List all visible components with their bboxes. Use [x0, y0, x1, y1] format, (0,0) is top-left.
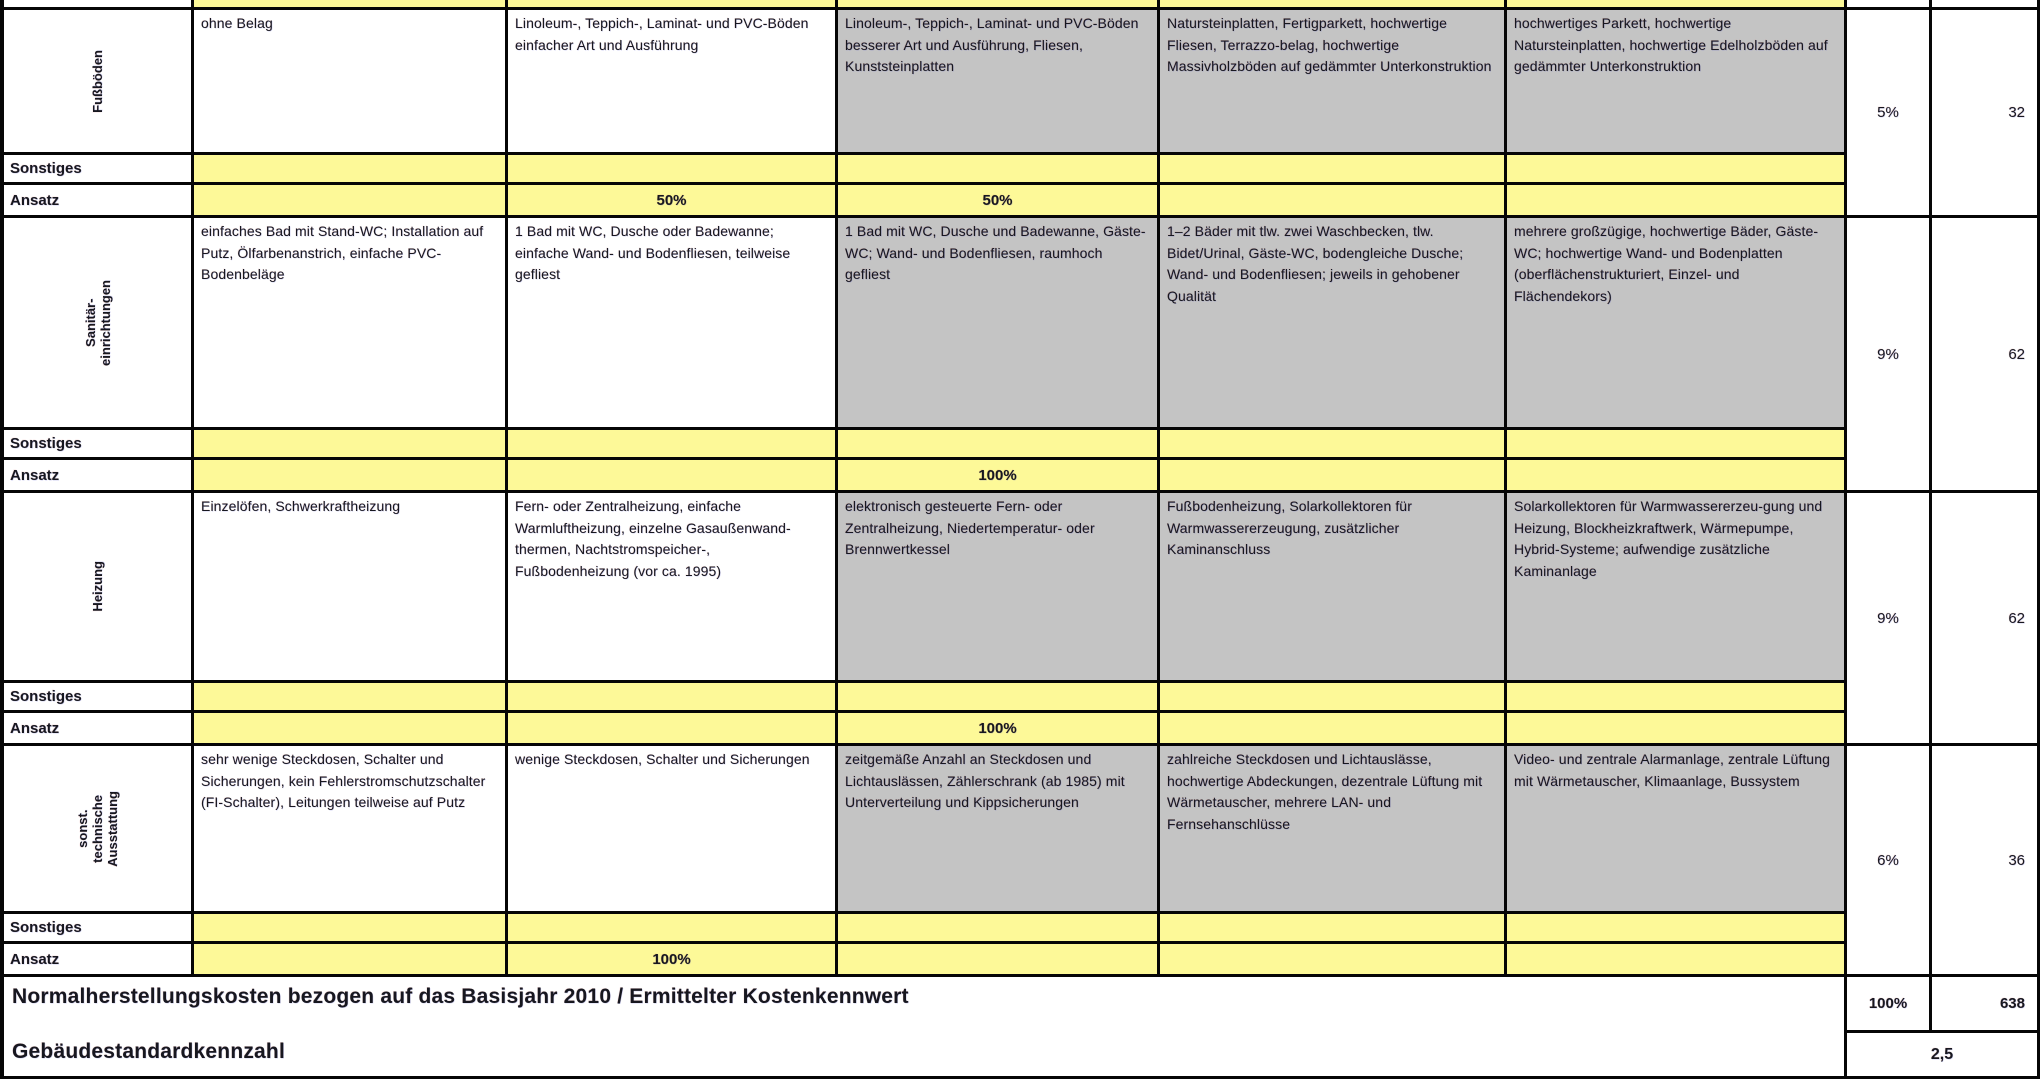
desc-standard2: Fern- oder Zentralheizung, einfache Warmluftheizung, einzelne Gasaußenwand-thermen, Nachtstromspeicher-, Fußbodenheizung (vor ca. 1995)	[508, 493, 838, 683]
sonstiges-cell	[194, 430, 508, 460]
desc-standard4: 1–2 Bäder mit tlw. zwei Waschbecken, tlw. Bidet/Urinal, Gäste-WC, bodengleiche Dusche; Wand- und Bodenfliesen; jeweils in gehobener Qualität	[1160, 218, 1507, 430]
sonstiges-cell	[1160, 683, 1507, 713]
sonstiges-cell	[1507, 430, 1847, 460]
desc-standard1: Einzelöfen, Schwerkraftheizung	[194, 493, 508, 683]
sonstiges-cell	[1507, 683, 1847, 713]
section-label-fussboeden	[4, 10, 194, 155]
desc-standard5: Solarkollektoren für Warmwassererzeu-gung und Heizung, Blockheizkraftwerk, Wärmepumpe, Hybrid-Systeme; aufwendige zusätzliche Kaminanlage	[1507, 493, 1847, 683]
desc-standard4: Fußbodenheizung, Solarkollektoren für Warmwassererzeugung, zusätzlicher Kaminanschluss	[1160, 493, 1507, 683]
label-line: Fußböden	[90, 49, 105, 113]
section-heizung	[4, 493, 2036, 746]
sonstiges-cell	[194, 683, 508, 713]
label-line: technische	[90, 794, 105, 863]
ansatz-cell	[194, 185, 508, 218]
partial-yellow-cell	[1507, 0, 1847, 10]
partial-label-cell	[4, 0, 194, 10]
standardkennzahl-value-cell: 2,5	[1847, 1033, 2040, 1079]
ansatz-cell	[508, 713, 838, 746]
ansatz-cell	[1507, 713, 1847, 746]
desc-standard1: einfaches Bad mit Stand-WC; Installation auf Putz, Ölfarbenanstrich, einfache PVC-Bodenbeläge	[194, 218, 508, 430]
ansatz-cell	[194, 460, 508, 493]
sonstiges-cell	[194, 155, 508, 185]
sonstiges-cell	[194, 914, 508, 944]
section-sanitaer	[4, 218, 2036, 493]
desc-standard3: zeitgemäße Anzahl an Steckdosen und Lichtauslässen, Zählerschrank (ab 1985) mit Unterverteilung und Kippsicherungen	[838, 746, 1160, 914]
section-label-sanitaer	[4, 218, 194, 430]
ansatz-cell: 50%	[508, 185, 838, 218]
ansatz-cell: 100%	[508, 944, 838, 977]
weight-cell: 9%	[1847, 218, 1932, 493]
value-cell: 36	[1932, 746, 2040, 977]
ansatz-row-label: Ansatz	[4, 713, 194, 746]
ansatz-cell	[508, 460, 838, 493]
sonstiges-cell	[508, 914, 838, 944]
desc-standard5: hochwertiges Parkett, hochwertige Natursteinplatten, hochwertige Edelholzböden auf gedämmter Unterkonstruktion	[1507, 10, 1847, 155]
desc-standard2: wenige Steckdosen, Schalter und Sicherungen	[508, 746, 838, 914]
ansatz-cell: 50%	[838, 185, 1160, 218]
weight-cell: 6%	[1847, 746, 1932, 977]
label-line: Sanitär-	[82, 298, 98, 347]
ansatz-cell	[838, 944, 1160, 977]
sonstiges-cell	[508, 155, 838, 185]
sonstiges-cell	[1507, 914, 1847, 944]
label-line: Ausstattung	[105, 790, 120, 867]
ansatz-cell	[1160, 185, 1507, 218]
summary-rows	[4, 977, 2036, 1079]
desc-standard2: Linoleum-, Teppich-, Laminat- und PVC-Böden einfacher Art und Ausführung	[508, 10, 838, 155]
summary-labels-cell	[4, 977, 1847, 1079]
desc-standard4: zahlreiche Steckdosen und Lichtauslässe, hochwertige Abdeckungen, dezentrale Lüftung mit Wärmetauscher, mehrere LAN- und Fernsehanschlüsse	[1160, 746, 1507, 914]
partial-yellow-cell	[838, 0, 1160, 10]
ansatz-cell	[1160, 460, 1507, 493]
desc-standard5: Video- und zentrale Alarmanlage, zentrale Lüftung mit Wärmetauscher, Klimaanlage, Bussystem	[1507, 746, 1847, 914]
section-sonst-technische-ausstattung	[4, 746, 2036, 977]
ansatz-cell	[1160, 944, 1507, 977]
weight-cell: 5%	[1847, 10, 1932, 218]
ansatz-row-label: Ansatz	[4, 460, 194, 493]
ansatz-cell: 100%	[838, 713, 1160, 746]
section-fussboeden	[4, 10, 2036, 218]
ansatz-cell	[194, 713, 508, 746]
sonstiges-cell	[838, 683, 1160, 713]
ansatz-cell: 100%	[838, 460, 1160, 493]
value-cell: 62	[1932, 493, 2040, 746]
sonstiges-row-label: Sonstiges	[4, 155, 194, 185]
sonstiges-cell	[838, 155, 1160, 185]
desc-standard3: 1 Bad mit WC, Dusche und Badewanne, Gäste-WC; Wand- und Bodenfliesen, raumhoch gefliest	[838, 218, 1160, 430]
sonstiges-cell	[838, 430, 1160, 460]
rotated-label	[83, 280, 113, 366]
sonstiges-row-label: Sonstiges	[4, 914, 194, 944]
ansatz-row-label: Ansatz	[4, 185, 194, 218]
section-label-heizung	[4, 493, 194, 683]
desc-standard3: elektronisch gesteuerte Fern- oder Zentralheizung, Niedertemperatur- oder Brennwertkessel	[838, 493, 1160, 683]
rotated-label	[90, 50, 105, 113]
sonstiges-cell	[1507, 155, 1847, 185]
ansatz-cell	[1507, 185, 1847, 218]
partial-value-cell	[1932, 0, 2040, 10]
value-cell: 62	[1932, 218, 2040, 493]
partial-percent-cell	[1847, 0, 1932, 10]
desc-standard5: mehrere großzügige, hochwertige Bäder, Gäste-WC; hochwertige Wand- und Bodenplatten (oberflächenstrukturiert, Einzel- und Flächendekors)	[1507, 218, 1847, 430]
ansatz-row-label: Ansatz	[4, 944, 194, 977]
ansatz-cell	[1507, 460, 1847, 493]
sonstiges-row-label: Sonstiges	[4, 430, 194, 460]
partial-yellow-cell	[1160, 0, 1507, 10]
gebaeudestandardkennzahl-label: Gebäudestandardkennzahl	[12, 1040, 285, 1063]
desc-standard1: sehr wenige Steckdosen, Schalter und Sicherungen, kein Fehlerstromschutzschalter (FI-Schalter), Leitungen teilweise auf Putz	[194, 746, 508, 914]
label-line: einrichtungen	[97, 279, 113, 366]
sonstiges-cell	[1160, 155, 1507, 185]
partial-top-row	[4, 0, 2036, 10]
sonstiges-cell	[508, 683, 838, 713]
partial-yellow-cell	[508, 0, 838, 10]
section-label-sonst-technische	[4, 746, 194, 914]
label-line: Heizung	[90, 561, 105, 612]
label-line: sonst.	[75, 809, 90, 848]
sonstiges-row-label: Sonstiges	[4, 683, 194, 713]
sonstiges-cell	[838, 914, 1160, 944]
ansatz-cell	[1507, 944, 1847, 977]
weight-cell: 9%	[1847, 493, 1932, 746]
sonstiges-cell	[1160, 914, 1507, 944]
partial-yellow-cell	[194, 0, 508, 10]
desc-standard3: Linoleum-, Teppich-, Laminat- und PVC-Böden besserer Art und Ausführung, Fliesen, Kunststeinplatten	[838, 10, 1160, 155]
rotated-label	[75, 791, 120, 867]
ansatz-cell	[1160, 713, 1507, 746]
desc-standard4: Natursteinplatten, Fertigparkett, hochwertige Fliesen, Terrazzo-belag, hochwertige Massivholzböden auf gedämmter Unterkonstruktion	[1160, 10, 1507, 155]
nhk-summary-label: Normalherstellungskosten bezogen auf das Basisjahr 2010 / Ermittelter Kostenkennwert	[12, 985, 909, 1008]
rotated-label	[90, 561, 105, 612]
total-percent-cell: 100%	[1847, 977, 1932, 1033]
sonstiges-cell	[1160, 430, 1507, 460]
desc-standard1: ohne Belag	[194, 10, 508, 155]
desc-standard2: 1 Bad mit WC, Dusche oder Badewanne; einfache Wand- und Bodenfliesen, teilweise gefliest	[508, 218, 838, 430]
ansatz-cell	[194, 944, 508, 977]
sonstiges-cell	[508, 430, 838, 460]
kostenkennwert-value-cell: 638	[1932, 977, 2040, 1033]
value-cell: 32	[1932, 10, 2040, 218]
